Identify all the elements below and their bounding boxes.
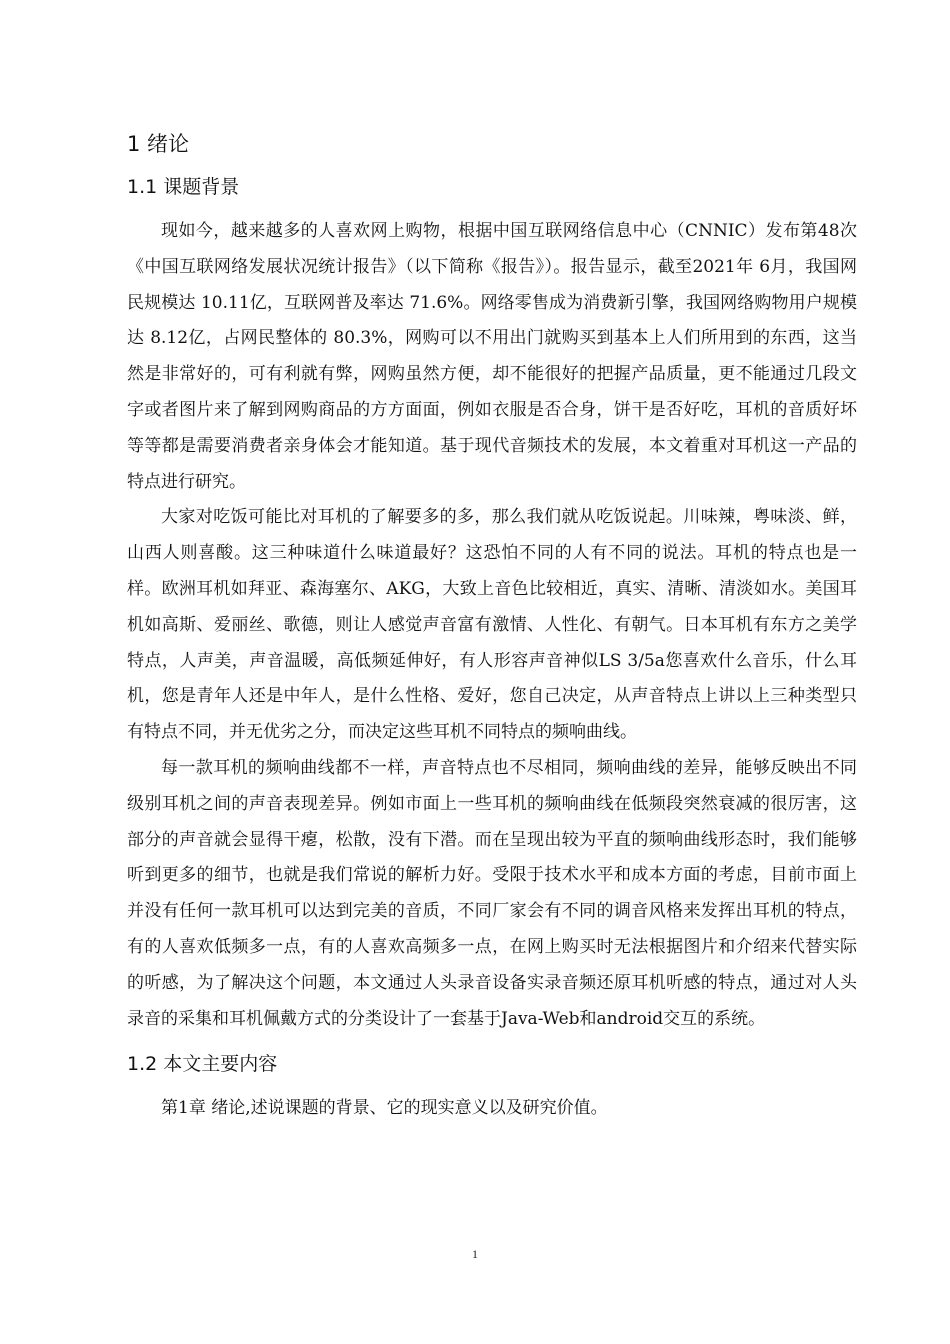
paragraph: 第1章 绪论,述说课题的背景、它的现实意义以及研究价值。 (161, 1098, 608, 1119)
paragraph: 大家对吃饭可能比对耳机的了解要多的多，那么我们就从吃饭说起。川味辣，粤味淡、鲜，山西人则喜酸。这三种味道什么味道最好？这恐怕不同的人有不同的说法。耳机的特点也是一样。欧洲耳机如拜亚、森海塞尔、AKG，大致上音色比较相近，真实、清晰、清淡如水。美国耳机如高斯、爱丽丝、歌德，则让人感觉声音富有激情、人性化、有朝气。日本耳机有东方之美学特点，人声美，声音温暖，高低频延伸好，有人形容声音神似LS 3/5a您喜欢什么音乐，什么耳机，您是青年人还是中年人，是什么性格、爱好，您自己决定，从声音特点上讲以上三种类型只有特点不同，并无优劣之分，而决定这些耳机不同特点的频响曲线。 (127, 507, 857, 743)
page-body (127, 126, 857, 1127)
page-number: 1 (472, 1247, 478, 1261)
paragraph: 现如今，越来越多的人喜欢网上购物，根据中国互联网络信息中心（CNNIC）发布第48次《中国互联网络发展状况统计报告》（以下简称《报告》）。报告显示，截至2021年 6月，我国网民规模达 10.11亿，互联网普及率达 71.6%。网络零售成为消费新引擎，我国网络购物用户规模达 8.12亿，占网民整体的 80.3%，网购可以不用出门就购买到基本上人们所用到的东西，这当然是非常好的，可有利就有弊，网购虽然方便，却不能很好的把握产品质量，更不能通过几段文字或者图片来了解到网购商品的方方面面，例如衣服是否合身，饼干是否好吃，耳机的音质好坏等等都是需要消费者亲身体会才能知道。基于现代音频技术的发展，本文着重对耳机这一产品的特点进行研究。 (127, 221, 857, 492)
section-heading-main-content: 1.2 本文主要内容 (127, 1053, 278, 1076)
paragraph: 每一款耳机的频响曲线都不一样，声音特点也不尽相同，频响曲线的差异，能够反映出不同级别耳机之间的声音表现差异。例如市面上一些耳机的频响曲线在低频段突然衰减的很厉害，这部分的声音就会显得干瘪，松散，没有下潜。而在呈现出较为平直的频响曲线形态时，我们能够听到更多的细节，也就是我们常说的解析力好。受限于技术水平和成本方面的考虑，目前市面上并没有任何一款耳机可以达到完美的音质，不同厂家会有不同的调音风格来发挥出耳机的特点，有的人喜欢低频多一点，有的人喜欢高频多一点，在网上购买时无法根据图片和介绍来代替实际的听感，为了解决这个问题，本文通过人头录音设备实录音频还原耳机听感的特点，通过对人头录音的采集和耳机佩戴方式的分类设计了一套基于Java-Web和android交互的系统。 (127, 757, 857, 1029)
section-heading-background: 1.1 课题背景 (127, 176, 240, 198)
chapter-heading: 1 绪论 (127, 132, 190, 156)
